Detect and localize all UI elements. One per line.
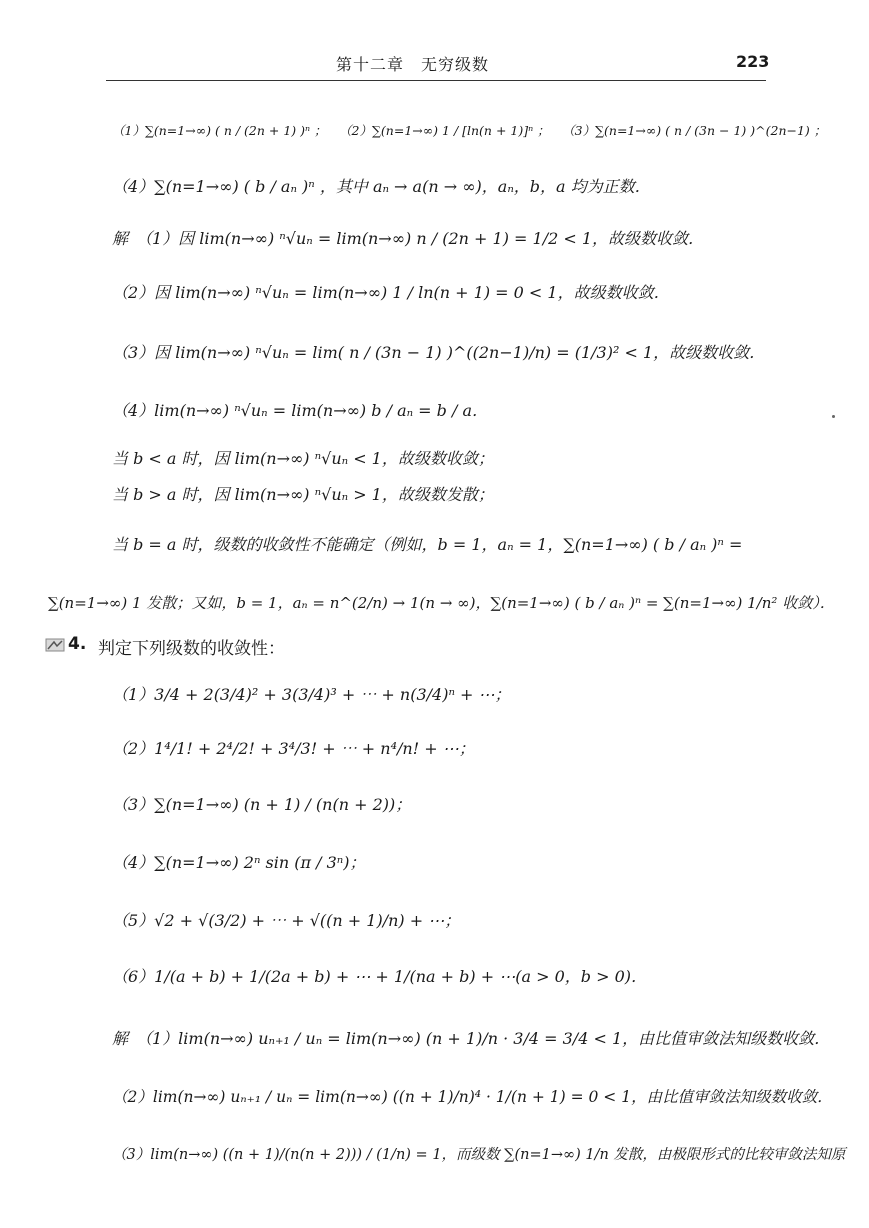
exercise-item-6: （6）1/(a + b) + 1/(2a + b) + ⋯ + 1/(na + b) + ⋯(a > 0，b > 0)． (112, 967, 648, 986)
solution-3-part-2: （2）因 lim(n→∞) ⁿ√uₙ = lim(n→∞) 1 / ln(n + 1) = 0 < 1，故级数收敛． (112, 283, 670, 302)
exercise-number: 4. (68, 634, 87, 654)
solution-4-part-3: （3）lim(n→∞) ((n + 1)/(n(n + 2))) / (1/n) = 1，而级数 ∑(n=1→∞) 1/n 发散，由极限形式的比较审敛法知原 (112, 1147, 846, 1163)
exercise-item-3: （3）∑(n=1→∞) (n + 1) / (n(n + 2))； (112, 795, 412, 814)
exercise-item-4: （4）∑(n=1→∞) 2ⁿ sin (π / 3ⁿ)； (112, 853, 366, 872)
page-number: 223 (736, 52, 770, 71)
solution-3-part-1: 解 （1）因 lim(n→∞) ⁿ√uₙ = lim(n→∞) n / (2n + 1) = 1/2 < 1，故级数收敛． (112, 229, 705, 248)
exercise-title: 判定下列级数的收敛性： (98, 639, 285, 659)
solution-4-part-1: 解 （1）lim(n→∞) uₙ₊₁ / uₙ = lim(n→∞) (n + 1)/n · 3/4 = 3/4 < 1，由比值审敛法知级数收敛． (112, 1029, 831, 1048)
exercise-item-2: （2）1⁴/1! + 2⁴/2! + 3⁴/3! + ⋯ + n⁴/n! + ⋯； (112, 739, 475, 758)
solution-4-part-2: （2）lim(n→∞) uₙ₊₁ / uₙ = lim(n→∞) ((n + 1)/n)⁴ · 1/(n + 1) = 0 < 1，由比值审敛法知级数收敛． (112, 1088, 833, 1106)
solution-3-part-3: （3）因 lim(n→∞) ⁿ√uₙ = lim( n / (3n − 1) )^((2n−1)/n) = (1/3)² < 1，故级数收敛． (112, 343, 766, 362)
solution-3-case-greater: 当 b > a 时，因 lim(n→∞) ⁿ√uₙ > 1，故级数发散； (112, 485, 494, 504)
solution-3-case-less: 当 b < a 时，因 lim(n→∞) ⁿ√uₙ < 1，故级数收敛； (112, 449, 494, 468)
problem-3-part-4: （4）∑(n=1→∞) ( b / aₙ )ⁿ ，其中 aₙ → a(n → ∞)，aₙ，b，a 均为正数． (112, 177, 651, 196)
exercise-marker-icon (45, 637, 65, 653)
exercise-item-1: （1）3/4 + 2(3/4)² + 3(3/4)³ + ⋯ + n(3/4)ⁿ + ⋯； (112, 685, 511, 704)
solution-3-part-4: （4）lim(n→∞) ⁿ√uₙ = lim(n→∞) b / aₙ = b / a． (112, 401, 489, 420)
chapter-title: 第十二章 无穷级数 (336, 55, 490, 74)
solution-3-case-equal: 当 b = a 时，级数的收敛性不能确定（例如，b = 1，aₙ = 1，∑(n=1→∞) ( b / aₙ )ⁿ = (112, 535, 743, 554)
header-rule (106, 80, 766, 81)
solution-3-case-equal-cont: ∑(n=1→∞) 1 发散；又如，b = 1，aₙ = n^(2/n) → 1(n → ∞)，∑(n=1→∞) ( b / aₙ )ⁿ = ∑(n=1→∞) 1/n² 收敛）． (48, 594, 835, 612)
problem-3-parts-1-3: （1）∑(n=1→∞) ( n / (2n + 1) )ⁿ ； （2）∑(n=1→∞) 1 / [ln(n + 1)]ⁿ ； （3）∑(n=1→∞) ( n / (3n − 1) )^(2n−1) ； (112, 123, 827, 138)
exercise-item-5: （5）√2 + √(3/2) + ⋯ + √((n + 1)/n) + ⋯； (112, 911, 461, 930)
scan-speck (832, 415, 835, 418)
